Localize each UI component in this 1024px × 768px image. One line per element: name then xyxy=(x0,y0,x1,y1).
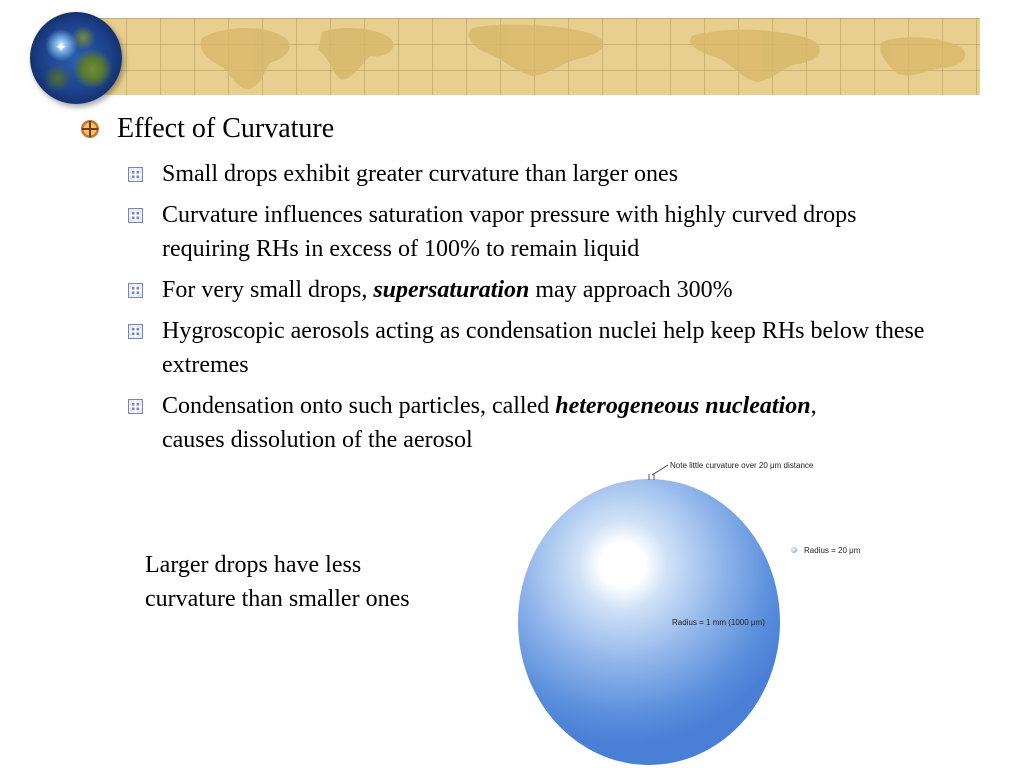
square-bullet-icon xyxy=(128,208,143,223)
bullet-text-pre: Condensation onto such particles, called xyxy=(162,393,556,419)
small-drop xyxy=(791,547,797,553)
square-bullet-icon xyxy=(128,399,143,414)
emphasis-text: heterogeneous nucleation xyxy=(555,393,811,419)
bullet-text: Curvature influences saturation vapor pressure with highly curved drops requiring RHs in excess of 100% to remain liquid xyxy=(162,202,857,262)
square-bullet-icon xyxy=(128,283,143,298)
bullet-text xyxy=(162,273,942,307)
heading-text: Effect of Curvature xyxy=(117,113,335,144)
bullet-text: Hygroscopic aerosols acting as condensation nuclei help keep RHs below these extremes xyxy=(162,318,925,378)
bullet-text-pre: For very small drops, xyxy=(162,277,374,303)
emphasis-text: supersaturation xyxy=(373,277,530,303)
square-bullet-icon xyxy=(128,324,143,339)
bullet-text-post: may approach 300% xyxy=(529,277,733,303)
curvature-diagram xyxy=(500,455,900,768)
bullet-text: Small drops exhibit greater curvature than larger ones xyxy=(162,161,679,187)
sparkle-icon: ✦ xyxy=(55,41,67,56)
curvature-note-label: Note little curvature over 20 μm distance xyxy=(670,461,814,470)
square-bullet-icon xyxy=(128,167,143,182)
compass-bullet-icon xyxy=(80,119,100,139)
small-radius-label: Radius = 20 μm xyxy=(804,546,861,555)
large-radius-label: Radius = 1 mm (1000 μm) xyxy=(672,618,765,627)
bullet-text xyxy=(162,389,822,457)
bullet-text-post: , causes dissolution of the aerosol xyxy=(162,393,817,453)
leader-lines xyxy=(500,455,900,768)
figure-caption: Larger drops have less curvature than smaller ones xyxy=(145,552,410,612)
